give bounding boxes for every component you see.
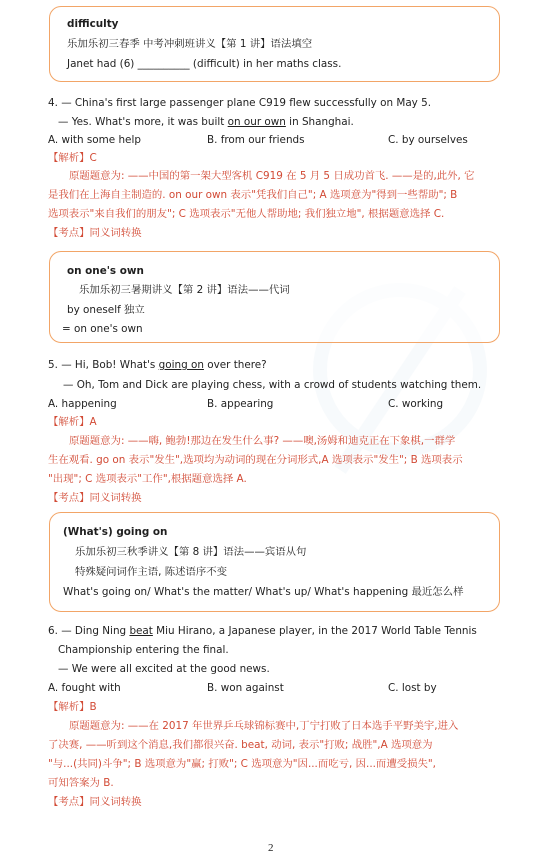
analysis-line: 可知答案为 B. bbox=[48, 777, 114, 789]
analysis-line: 原题题意为: ——在 2017 年世界乒乓球锦标赛中,丁宁打败了日本选手平野美宇,进入 bbox=[69, 720, 459, 732]
note-box-line: 乐加乐初三春季 中考冲刺班讲义【第 1 讲】语法填空 bbox=[67, 38, 313, 50]
note-box-line: = on one's own bbox=[62, 323, 143, 335]
question-response: — Oh, Tom and Dick are playing chess, with a crowd of students watching them. bbox=[63, 379, 482, 391]
page-number: 2 bbox=[268, 842, 274, 854]
option-b: B. from our friends bbox=[207, 134, 305, 146]
option-b: B. won against bbox=[207, 682, 284, 694]
analysis-line: 是我们在上海自主制造的. on our own 表示"凭我们自己"; A 选项意为"得到一些帮助"; B bbox=[48, 189, 458, 201]
analysis-line: 选项表示"来自我们的朋友"; C 选项表示"无他人帮助地; 我们独立地", 根据题意选择 C. bbox=[48, 208, 445, 220]
option-b: B. appearing bbox=[207, 398, 274, 410]
analysis-line: 原题题意为: ——中国的第一架大型客机 C919 在 5 月 5 日成功首飞. ——是的,此外, 它 bbox=[69, 170, 475, 182]
note-box-line: Janet had (6) __________ (difficult) in her maths class. bbox=[67, 58, 342, 70]
note-box-line: 乐加乐初三秋季讲义【第 8 讲】语法——宾语从句 bbox=[75, 546, 307, 558]
question-stem: 6. — Ding Ning beat Miu Hirano, a Japanese player, in the 2017 World Table Tennis bbox=[48, 625, 477, 637]
option-a: A. with some help bbox=[48, 134, 141, 146]
note-box-heading: on one's own bbox=[67, 265, 144, 277]
option-a: A. fought with bbox=[48, 682, 121, 694]
question-stem: 4. — China's first large passenger plane C919 flew successfully on May 5. bbox=[48, 97, 432, 109]
note-box-line: by oneself 独立 bbox=[67, 304, 145, 316]
underlined-phrase: on our own bbox=[227, 116, 286, 128]
answer-label: 【解析】A bbox=[48, 416, 97, 428]
answer-label: 【解析】C bbox=[48, 152, 97, 164]
note-box-heading: (What's) going on bbox=[63, 526, 168, 538]
note-box-heading: difficulty bbox=[67, 18, 119, 30]
note-box-line: 乐加乐初三暑期讲义【第 2 讲】语法——代词 bbox=[79, 284, 290, 296]
note-box-line: What's going on/ What's the matter/ What's up/ What's happening 最近怎么样 bbox=[63, 586, 464, 598]
exam-point: 【考点】同义词转换 bbox=[48, 796, 142, 808]
option-c: C. lost by bbox=[388, 682, 437, 694]
question-response: — Yes. What's more, it was built on our own in Shanghai. bbox=[58, 116, 354, 128]
option-c: C. working bbox=[388, 398, 444, 410]
underlined-phrase: beat bbox=[129, 625, 153, 637]
analysis-line: "与...(共同)斗争"; B 选项意为"赢; 打败"; C 选项意为"因...而吃亏, 因...而遭受损失", bbox=[48, 758, 436, 770]
exam-point: 【考点】同义词转换 bbox=[48, 227, 142, 239]
question-response: — We were all excited at the good news. bbox=[58, 663, 270, 675]
analysis-line: 了决赛, ——听到这个消息,我们都很兴奋. beat, 动词, 表示"打败; 战胜",A 选项意为 bbox=[48, 739, 433, 751]
question-stem-continued: Championship entering the final. bbox=[58, 644, 229, 656]
exam-point: 【考点】同义词转换 bbox=[48, 492, 142, 504]
answer-label: 【解析】B bbox=[48, 701, 97, 713]
note-box-line: 特殊疑问词作主语, 陈述语序不变 bbox=[75, 566, 228, 578]
option-c: C. by ourselves bbox=[388, 134, 468, 146]
question-stem: 5. — Hi, Bob! What's going on over there? bbox=[48, 359, 267, 371]
underlined-phrase: going on bbox=[158, 359, 204, 371]
analysis-line: "出现"; C 选项表示"工作",根据题意选择 A. bbox=[48, 473, 247, 485]
analysis-line: 生在观看. go on 表示"发生",选项均为动词的现在分词形式,A 选项表示"发生"; B 选项表示 bbox=[48, 454, 463, 466]
option-a: A. happening bbox=[48, 398, 117, 410]
analysis-line: 原题题意为: ——嗨, 鲍勃!那边在发生什么事? ——噢,汤姆和迪克正在下象棋,一群学 bbox=[69, 435, 456, 447]
